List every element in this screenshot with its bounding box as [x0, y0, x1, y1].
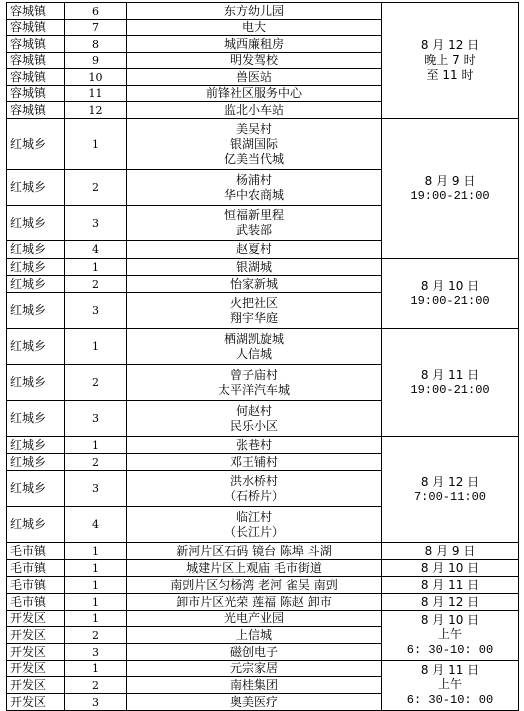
- town-cell: 开发区: [7, 677, 65, 694]
- location-cell: 明发驾校: [127, 53, 382, 69]
- number-cell: 1: [65, 560, 127, 577]
- town-cell: 红城乡: [7, 259, 65, 276]
- time-cell: [382, 611, 519, 661]
- location-cell: 赵夏村: [127, 241, 382, 259]
- number-cell: 11: [65, 86, 127, 102]
- schedule-body: [7, 3, 519, 711]
- town-cell: 容城镇: [7, 102, 65, 119]
- table-row: [7, 119, 519, 170]
- time-cell: [382, 560, 519, 577]
- schedule-table: [6, 2, 519, 711]
- town-cell: 红城乡: [7, 329, 65, 365]
- town-cell: 毛市镇: [7, 543, 65, 560]
- time-date: 8 月 10 日: [420, 278, 480, 293]
- time-date: 8 月 11 日: [420, 663, 480, 677]
- town-cell: 开发区: [7, 661, 65, 677]
- table-row: [7, 543, 519, 560]
- number-cell: 12: [65, 102, 127, 119]
- table-row: [7, 329, 519, 365]
- location-cell: 恒福新里程 武装部: [127, 206, 382, 241]
- time-range: 上午 6: 30-10: 00: [406, 628, 494, 657]
- town-cell: 红城乡: [7, 119, 65, 170]
- number-cell: 3: [65, 644, 127, 661]
- location-cell: 东方幼儿园: [127, 3, 382, 20]
- location-cell: 元宗家居: [127, 661, 382, 677]
- number-cell: 10: [65, 69, 127, 86]
- location-cell: 怡家新城: [127, 276, 382, 293]
- location-cell: 南剅片区匀杨湾 老河 雀吴 南剅: [127, 577, 382, 594]
- location-cell: 洪水桥村 （石桥片）: [127, 471, 382, 507]
- number-cell: 2: [65, 454, 127, 471]
- location-cell: 上信城: [127, 627, 382, 644]
- location-cell: 监北小车站: [127, 102, 382, 119]
- location-cell: 城建片区上观庙 毛市街道: [127, 560, 382, 577]
- number-cell: 1: [65, 594, 127, 611]
- town-cell: 开发区: [7, 644, 65, 661]
- number-cell: 1: [65, 437, 127, 454]
- time-cell: [382, 661, 519, 711]
- number-cell: 2: [65, 170, 127, 206]
- town-cell: 容城镇: [7, 3, 65, 20]
- town-cell: 开发区: [7, 611, 65, 627]
- number-cell: 1: [65, 661, 127, 677]
- town-cell: 红城乡: [7, 454, 65, 471]
- number-cell: 7: [65, 20, 127, 36]
- table-row: [7, 611, 519, 627]
- town-cell: 红城乡: [7, 365, 65, 401]
- table-row: [7, 594, 519, 611]
- location-cell: 奥美医疗: [127, 694, 382, 711]
- number-cell: 1: [65, 577, 127, 594]
- town-cell: 红城乡: [7, 241, 65, 259]
- number-cell: 1: [65, 259, 127, 276]
- town-cell: 毛市镇: [7, 560, 65, 577]
- time-cell: [382, 577, 519, 594]
- location-cell: 临江村 （长江片）: [127, 507, 382, 543]
- time-range: 晚上 7 时 至 11 时: [424, 53, 476, 82]
- town-cell: 容城镇: [7, 36, 65, 53]
- time-range: 7:00-11:00: [413, 489, 486, 504]
- number-cell: 4: [65, 507, 127, 543]
- location-cell: 栖湖凯旋城 人信城: [127, 329, 382, 365]
- town-cell: 容城镇: [7, 20, 65, 36]
- location-cell: 电大: [127, 20, 382, 36]
- number-cell: 1: [65, 329, 127, 365]
- number-cell: 1: [65, 611, 127, 627]
- number-cell: 3: [65, 206, 127, 241]
- time-cell: [382, 3, 519, 119]
- number-cell: 1: [65, 543, 127, 560]
- table-row: [7, 3, 519, 20]
- town-cell: 红城乡: [7, 401, 65, 437]
- town-cell: 红城乡: [7, 437, 65, 454]
- time-date: 8 月 10 日: [420, 613, 480, 627]
- number-cell: 1: [65, 119, 127, 170]
- time-date: 8 月 9 日: [424, 543, 476, 558]
- town-cell: 容城镇: [7, 53, 65, 69]
- number-cell: 3: [65, 293, 127, 329]
- location-cell: 磁创电子: [127, 644, 382, 661]
- town-cell: 毛市镇: [7, 577, 65, 594]
- time-cell: [382, 259, 519, 329]
- number-cell: 8: [65, 36, 127, 53]
- town-cell: 红城乡: [7, 206, 65, 241]
- number-cell: 2: [65, 677, 127, 694]
- town-cell: 红城乡: [7, 507, 65, 543]
- table-row: [7, 577, 519, 594]
- time-range: 19:00-21:00: [410, 382, 490, 397]
- table-row: [7, 259, 519, 276]
- location-cell: 银湖城: [127, 259, 382, 276]
- number-cell: 3: [65, 694, 127, 711]
- number-cell: 4: [65, 241, 127, 259]
- location-cell: 新河片区石码 镜台 陈埠 斗湖: [127, 543, 382, 560]
- town-cell: 开发区: [7, 627, 65, 644]
- location-cell: 邓王铺村: [127, 454, 382, 471]
- time-date: 8 月 12 日: [420, 474, 480, 489]
- table-row: [7, 661, 519, 677]
- time-date: 8 月 11 日: [420, 367, 480, 382]
- time-cell: [382, 329, 519, 437]
- town-cell: 容城镇: [7, 86, 65, 102]
- number-cell: 2: [65, 276, 127, 293]
- location-cell: 前锋社区服务中心: [127, 86, 382, 102]
- time-cell: [382, 119, 519, 259]
- town-cell: 红城乡: [7, 293, 65, 329]
- time-cell: [382, 543, 519, 560]
- location-cell: 卸市片区光荣 莲福 陈赵 卸市: [127, 594, 382, 611]
- time-cell: [382, 594, 519, 611]
- town-cell: 开发区: [7, 694, 65, 711]
- number-cell: 6: [65, 3, 127, 20]
- number-cell: 2: [65, 627, 127, 644]
- time-date: 8 月 10 日: [420, 560, 480, 575]
- time-cell: [382, 437, 519, 543]
- location-cell: 曾子庙村 太平洋汽车城: [127, 365, 382, 401]
- time-date: 8 月 11 日: [420, 577, 480, 592]
- location-cell: 兽医站: [127, 69, 382, 86]
- table-row: [7, 560, 519, 577]
- location-cell: 火把社区 翔宇华庭: [127, 293, 382, 329]
- time-date: 8 月 12 日: [420, 594, 480, 609]
- number-cell: 2: [65, 365, 127, 401]
- location-cell: 美吴村 银湖国际 亿美当代城: [127, 119, 382, 170]
- town-cell: 容城镇: [7, 69, 65, 86]
- town-cell: 红城乡: [7, 471, 65, 507]
- location-cell: 光电产业园: [127, 611, 382, 627]
- number-cell: 3: [65, 471, 127, 507]
- number-cell: 3: [65, 401, 127, 437]
- location-cell: 城西廉租房: [127, 36, 382, 53]
- time-range: 上午 6: 30-10: 00: [406, 678, 494, 707]
- time-date: 8 月 12 日: [420, 38, 480, 52]
- town-cell: 红城乡: [7, 170, 65, 206]
- table-row: [7, 437, 519, 454]
- location-cell: 张巷村: [127, 437, 382, 454]
- time-range: 19:00-21:00: [410, 293, 490, 308]
- time-range: 19:00-21:00: [410, 188, 490, 203]
- town-cell: 红城乡: [7, 276, 65, 293]
- location-cell: 南桂集团: [127, 677, 382, 694]
- time-date: 8 月 9 日: [424, 173, 476, 188]
- town-cell: 毛市镇: [7, 594, 65, 611]
- number-cell: 9: [65, 53, 127, 69]
- location-cell: 何赵村 民乐小区: [127, 401, 382, 437]
- location-cell: 杨浦村 华中农商城: [127, 170, 382, 206]
